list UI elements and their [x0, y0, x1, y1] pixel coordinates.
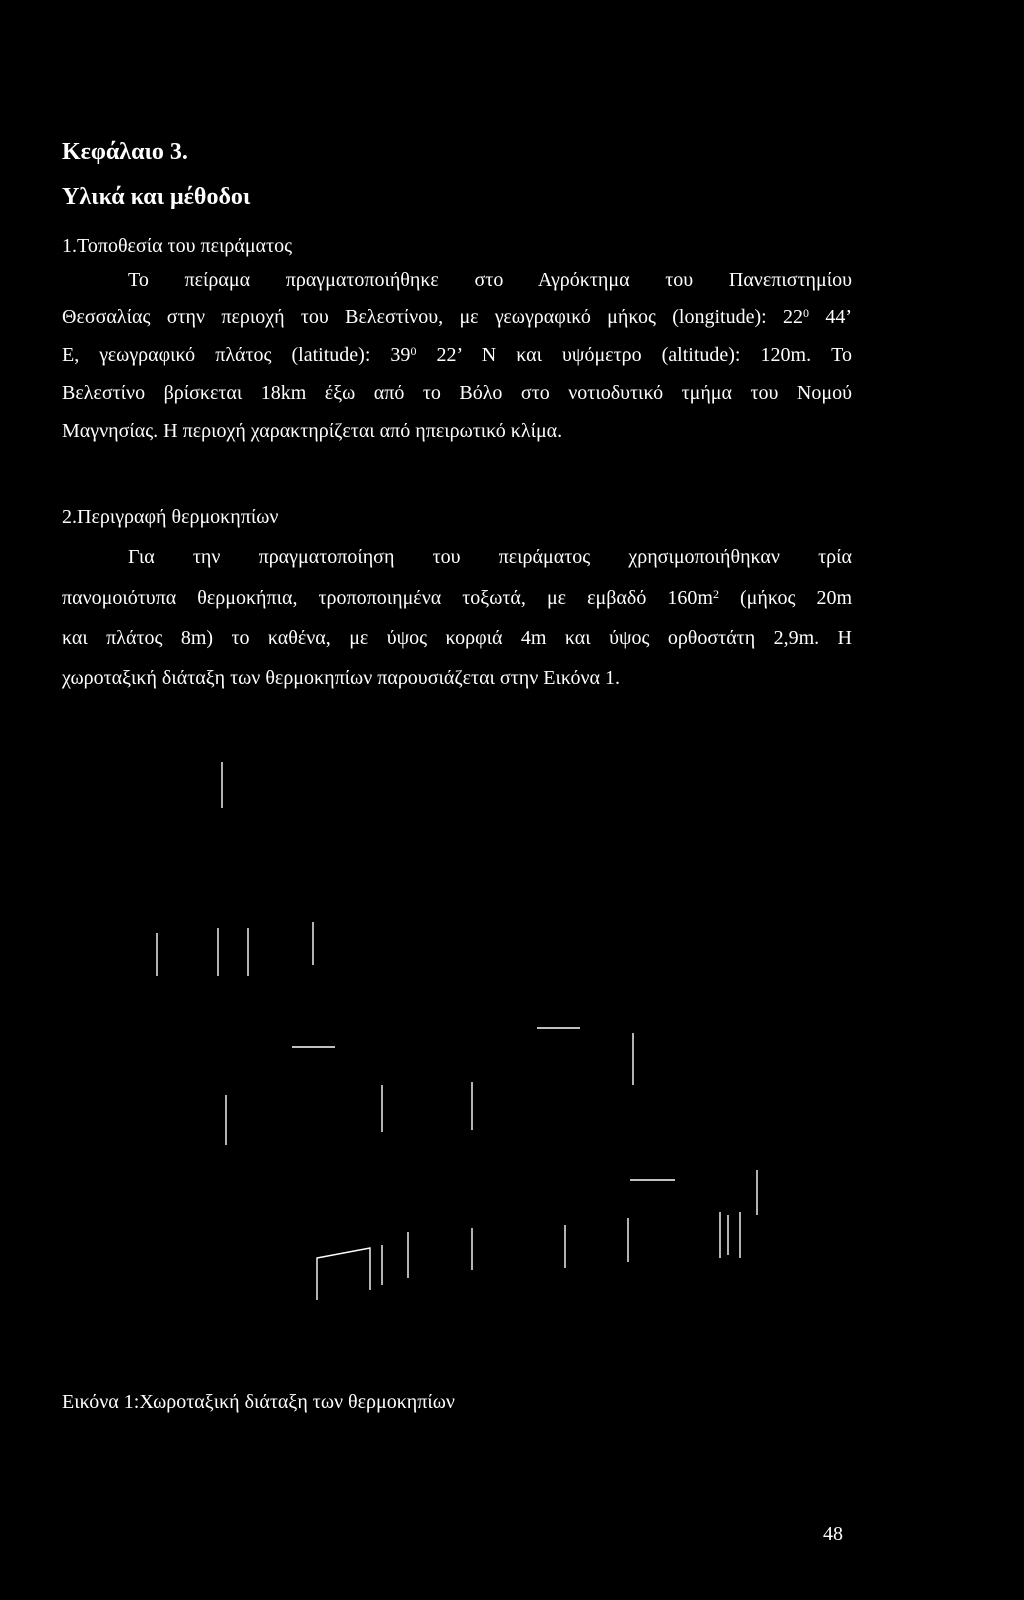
- line-text-tail: (μήκος 20m: [718, 587, 852, 609]
- page-number: 48: [823, 1523, 843, 1545]
- line-text: πανομοιότυπα θερμοκήπια, τροποποιημένα τοξωτά, με εμβαδό 160m: [62, 587, 713, 609]
- greenhouse-layout-figure: [150, 750, 790, 1350]
- superscript: 0: [410, 344, 417, 358]
- superscript: 2: [712, 587, 719, 601]
- section-heading-location: 1.Τοποθεσία του πειράματος: [62, 235, 292, 257]
- paragraph-line: [62, 342, 852, 368]
- line-text-tail: 22’ Ν και υψόμετρο (altitude): 120m. Το: [416, 344, 852, 366]
- paragraph-line: και πλάτος 8m) το καθένα, με ύψος κορφιά 4m και ύψος ορθοστάτη 2,9m. Η: [62, 627, 852, 649]
- paragraph-line: Για την πραγματοποίηση του πειράματος χρησιμοποιήθηκαν τρία: [128, 546, 852, 568]
- superscript: 0: [803, 306, 809, 320]
- paragraph-line: [62, 304, 852, 330]
- paragraph-line: Μαγνησίας. Η περιοχή χαρακτηρίζεται από ηπειρωτικό κλίμα.: [62, 420, 563, 442]
- line-text: Θεσσαλίας στην περιοχή του Βελεστίνου, με γεωγραφικό μήκος (longitude): 22: [62, 306, 803, 328]
- section-heading-greenhouses: 2.Περιγραφή θερμοκηπίων: [62, 506, 279, 528]
- paragraph-line: Το πείραμα πραγματοποιήθηκε στο Αγρόκτημα του Πανεπιστημίου: [128, 269, 852, 291]
- line-text-tail: 44’: [809, 306, 852, 328]
- figure-caption: Εικόνα 1:Χωροταξική διάταξη των θερμοκηπίων: [62, 1391, 455, 1413]
- chapter-subtitle: Υλικά και μέθοδοι: [62, 184, 251, 210]
- paragraph-line: [62, 585, 852, 611]
- paragraph-line: χωροταξική διάταξη των θερμοκηπίων παρουσιάζεται στην Εικόνα 1.: [62, 667, 621, 689]
- paragraph-line: Βελεστίνο βρίσκεται 18km έξω από το Βόλο στο νοτιοδυτικό τμήμα του Νομού: [62, 382, 852, 404]
- figure-line: [317, 1248, 370, 1300]
- line-text: Ε, γεωγραφικό πλάτος (latitude): 39: [62, 344, 411, 366]
- chapter-title: Κεφάλαιο 3.: [62, 139, 188, 165]
